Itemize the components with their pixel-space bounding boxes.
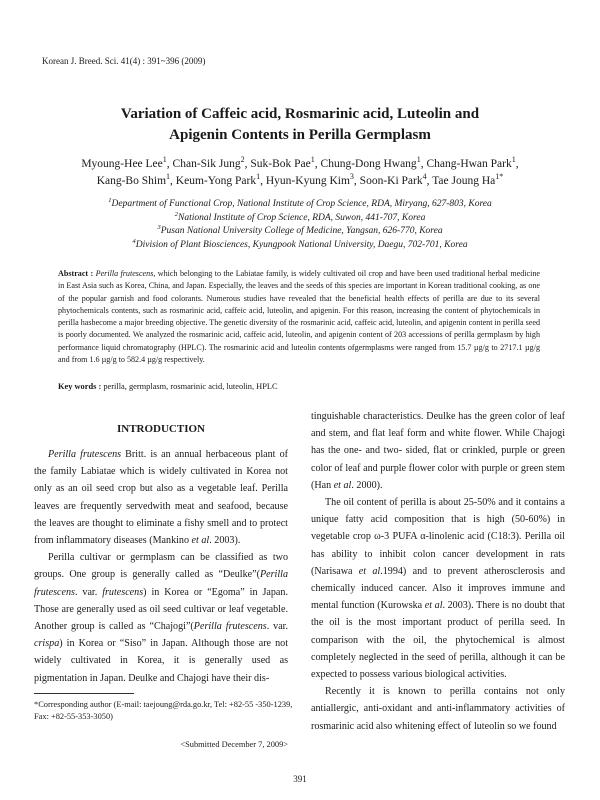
et-al: et al bbox=[191, 535, 210, 547]
et-al: et al bbox=[333, 479, 352, 491]
paragraph-text: ) in Korea or “Siso” in Japan. Although those are not widely cultivated in Korea, it is generally used as pigmentation in Japan. Deulke and Chajogi have their dis- bbox=[34, 638, 288, 684]
paper-title bbox=[40, 104, 560, 146]
paragraph bbox=[311, 494, 565, 683]
keywords bbox=[58, 382, 540, 391]
title-line-2: Apigenin Contents in Perilla Germplasm bbox=[169, 127, 431, 143]
abstract-label: Abstract : bbox=[58, 269, 94, 278]
author-sup: 1 bbox=[416, 155, 421, 165]
paragraph-text: Britt. is an annual herbaceous plant of the family Labiatae which is widely cultivated in Korea not only as an oil seed crop but also as a vegetable leaf. Perilla leaves are frequently servedwith meat and seafood, because the leaves are thought to eliminate a fishy smell and to protect from inflammatory diseases (Mankino bbox=[34, 449, 288, 547]
author-name: Chan-Sik Jung bbox=[172, 158, 241, 170]
affiliation-text: Pusan National University College of Medicine, Yangsan, 626-770, Korea bbox=[160, 226, 443, 236]
paragraph-text: . 2003). There is no doubt that the oil is the most important product of perilla seed. In comparison with the oil, the phytochemical is almost completely neglected in the seed of perilla, although it can be expected to possess various biological activities. bbox=[311, 600, 565, 681]
affiliation-text: National Institute of Crop Science, RDA, Suwon, 441-707, Korea bbox=[177, 212, 426, 223]
author-sup: 1 bbox=[256, 172, 261, 182]
paragraph-text: . 2003). bbox=[209, 535, 241, 547]
paragraph bbox=[34, 446, 288, 549]
author-name: Keum-Yong Park bbox=[175, 175, 257, 187]
title-line-1: Variation of Caffeic acid, Rosmarinic acid, Luteolin and bbox=[120, 106, 480, 122]
affiliation bbox=[40, 198, 560, 212]
et-al: et al bbox=[358, 565, 381, 577]
author-sup: 1 bbox=[511, 155, 516, 165]
author-sup: 2 bbox=[240, 155, 245, 165]
abstract bbox=[58, 268, 540, 366]
affiliation-sup: 2 bbox=[174, 210, 178, 218]
paragraph: Recently it is known to perilla contains not only antiallergic, anti-oxidant and anti-inflammatory activities of rosmarinic acid also whitening effect of luteolin so we found bbox=[311, 686, 565, 732]
paragraph-text: . var. bbox=[266, 621, 288, 633]
paragraph bbox=[34, 549, 288, 687]
section-title: INTRODUCTION bbox=[116, 423, 205, 435]
author-sup: 1 bbox=[310, 155, 315, 165]
keywords-text: perilla, germplasm, rosmarinic acid, luteolin, HPLC bbox=[103, 382, 278, 391]
author-sup: 4 bbox=[422, 172, 427, 182]
right-column bbox=[311, 408, 565, 735]
paragraph bbox=[311, 408, 565, 494]
author-sup: 1* bbox=[495, 172, 504, 182]
variety-name: frutescens bbox=[102, 586, 144, 598]
author-name: Chung-Dong Hwang bbox=[320, 158, 417, 170]
paragraph-text: The oil content of perilla is about 25-50% and it contains a unique fatty acid composition that is high (50-60%) in vegetable crop ω-3 PUFA α-linolenic acid (C18:3). Perilla oil has ability to inhibit colon cancer development in rats (Narisawa bbox=[311, 497, 565, 577]
author-name: Chang-Hwan Park bbox=[426, 158, 512, 170]
affiliation bbox=[40, 225, 560, 239]
affiliation-sup: 3 bbox=[157, 223, 161, 231]
author-name: Suk-Bok Pae bbox=[250, 158, 311, 170]
paragraph-text: tinguishable characteristics. Deulke has the green color of leaf and stem, and flat leaf form and white flower. While Chajogi has the one- and two- sided, flat or crinkled, purple or green color of leaf and purple flower color with purple or green stem (Han bbox=[311, 411, 565, 491]
abstract-text: , which belonging to the Labiatae family, is widely cultivated oil crop and have been used traditional herbal medicine in East Asia such as Korea, China, and Japan. Especially, the leaves and the seeds of this species are important in Korean traditional cooking, as one of the popular garnish and food colorants. Numerous studies have revealed that the beneficial health effects of perilla are due to its several phytochemicals contents, such as rosmarinic acid, caffeic acid, luteolin, and apigenin. For this reason, increasing the content of phytochemicals in perilla hasbecome a major breeding objective. The genetic diversity of the rosmarinic acid, caffeic acid, luteolin, and apigenin content in perilla seed is poorly documented. We analyzed the rosmarinic acid, caffeic acid, luteolin, and apigenin content of 203 accessions of perilla germplasm by high performance liquid chromatography (HPLC). The rosmarinic acid and luteolin contents ofgermplasms were ranged from 15.7 µg/g to 2717.1 µg/g and from 1.6 µg/g to 582.4 µg/g respectively. bbox=[58, 269, 540, 365]
author-name: Kang-Bo Shim bbox=[96, 175, 167, 187]
species-name: Perilla frutescens bbox=[193, 621, 267, 633]
species-name: Perilla frutescens bbox=[48, 449, 122, 460]
author-name: Hyun-Kyung Kim bbox=[265, 175, 350, 187]
paragraph-text: Perilla cultivar or germplasm can be classified as two groups. One group is generally called as “Deulke”( bbox=[34, 552, 288, 581]
affiliation-sup: 4 bbox=[132, 237, 136, 245]
paragraph-text: . 2000). bbox=[351, 479, 383, 491]
paragraph-text: .1994) and to prevent atherosclerosis and chemically induced cancer. Also it improves immune and mental function (Kurowska bbox=[311, 565, 566, 612]
author-sup: 1 bbox=[166, 172, 171, 182]
journal-citation: Korean J. Breed. Sci. 41(4) : 391~396 (2009) bbox=[42, 56, 206, 66]
paragraph-text: ) in Korea or “Egoma” in Japan. Those are generally used as oil seed cultivar or leaf vegetable. Another group is called as “Chajogi”( bbox=[34, 586, 288, 633]
page-number: 391 bbox=[293, 774, 307, 784]
keywords-label: Key words : bbox=[58, 382, 102, 391]
affiliation-sup: 1 bbox=[108, 196, 112, 204]
affiliation bbox=[40, 212, 560, 226]
author-sup: 1 bbox=[162, 155, 167, 165]
author-name: Myoung-Hee Lee bbox=[81, 158, 163, 170]
author-line-2: Kang-Bo Shim$^1$, Keum-Yong Park$^1$, Hyun-Kyung Kim$^3$, Soon-Ki Park$^4$, Tae Joung $Ha^{1*}$ bbox=[96, 172, 504, 187]
corresponding-author-footnote: *Corresponding author (E-mail: taejoung@rda.go.kr, Tel: +82-55 -350-1239, Fax: +82-55-353-3050) bbox=[34, 700, 293, 721]
author-sup: 3 bbox=[349, 172, 354, 182]
affiliation-list bbox=[40, 198, 560, 252]
author-name: Tae Joung Ha bbox=[432, 175, 496, 187]
author-line-1: Myoung-Hee Lee$^1$, Chan-Sik Jung$^2$, Suk-Bok Pae$^1$, Chung-Dong Hwang$^1$, Chang-Hwan Park$^1$, bbox=[81, 155, 519, 170]
paragraph-text: . var. bbox=[74, 586, 103, 598]
submission-date: <Submitted December 7, 2009> bbox=[180, 740, 288, 749]
variety-name: crispa bbox=[34, 638, 60, 650]
left-column bbox=[34, 446, 288, 687]
abstract-species: Perilla frutescens bbox=[95, 269, 154, 278]
species-name: Perilla frutescens bbox=[34, 569, 288, 598]
footnote-divider bbox=[34, 693, 134, 694]
affiliation-text: Department of Functional Crop, National Institute of Crop Science, RDA, Miryang, 627-803, Korea bbox=[111, 199, 492, 209]
et-al: et al bbox=[424, 600, 443, 612]
author-name: Soon-Ki Park bbox=[359, 175, 423, 187]
affiliation bbox=[40, 239, 560, 253]
author-list bbox=[40, 156, 560, 190]
affiliation-text: Division of Plant Biosciences, Kyungpook National University, Daegu, 702-701, Korea bbox=[135, 239, 468, 250]
